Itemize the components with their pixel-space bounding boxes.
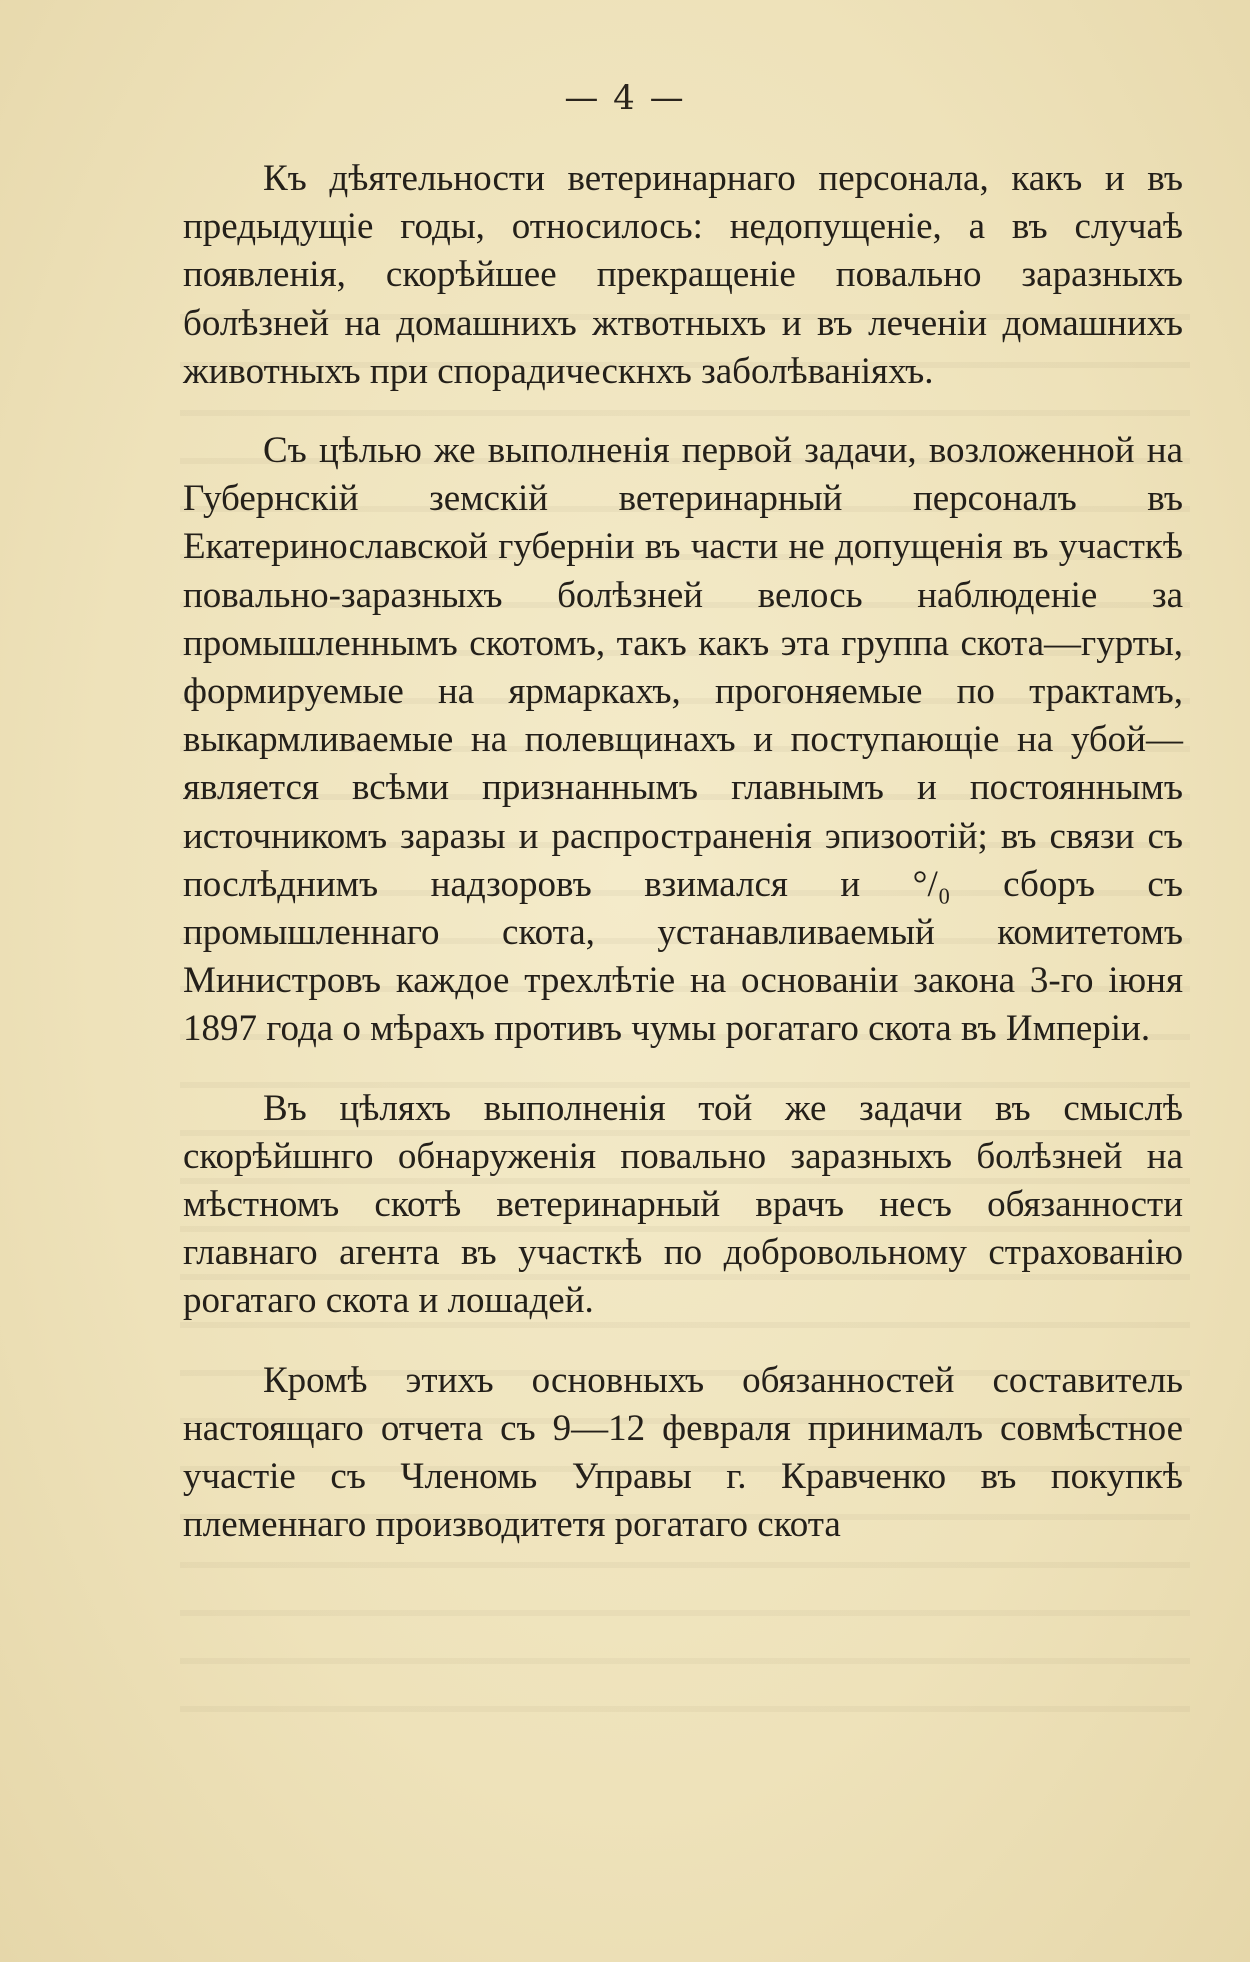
body-text xyxy=(183,155,1183,1549)
paragraph-veterinary-duties: Къ дѣятельности ветеринарнаго персонала, какъ и въ предыдущіе годы, относилось: недопущеніе, а въ случаѣ появленія, скорѣйшее прекращеніе повально заразныхъ болѣзней на домашнихъ жтвотныхъ и въ леченіи домашнихъ животныхъ при спорадическнхъ заболѣваніяхъ. xyxy=(183,158,1183,392)
paragraph-industrial-cattle-supervision: Съ цѣлью же выполненія первой задачи, возложенной на Губернскій земскій ветеринарный персоналъ въ Екатеринославской губерніи въ части не допущенія въ участкѣ повально-заразныхъ болѣзней велось наблюденіе за промышленнымъ скотомъ, такъ какъ эта группа скота—гурты, формируемые на ярмаркахъ, прогоняемые по трактамъ, выкармливаемые на полевщинахъ и поступающіе на убой—является всѣми признаннымъ главнымъ и постояннымъ источникомъ заразы и распространенія эпизоотій; въ связи съ послѣднимъ надзоровъ взимался и °/₀ сборъ съ промышленнаго скота, устанавливаемый комитетомъ Министровъ каждое трехлѣтіе на основаніи закона 3-го іюня 1897 года о мѣрахъ противъ чумы рогатаго скота въ Имперіи. xyxy=(183,430,1183,1050)
paragraph-breeding-purchase: Кромѣ этихъ основныхъ обязанностей составитель настоящаго отчета съ 9—12 февраля принималъ совмѣстное участіе съ Членомь Управы г. Кравченко въ покупкѣ племеннаго производитетя рогатаго скота xyxy=(183,1359,1183,1546)
paragraph-insurance-agent: Въ цѣляхъ выполненія той же задачи въ смыслѣ скорѣйшнго обнаруженія повально заразныхъ болѣзней на мѣстномъ скотѣ ветеринарный врачъ несъ обязанности главнаго агента въ участкѣ по добровольному страхованію рогатаго скота и лошадей. xyxy=(183,1087,1183,1322)
page-number: — 4 — xyxy=(564,78,686,118)
